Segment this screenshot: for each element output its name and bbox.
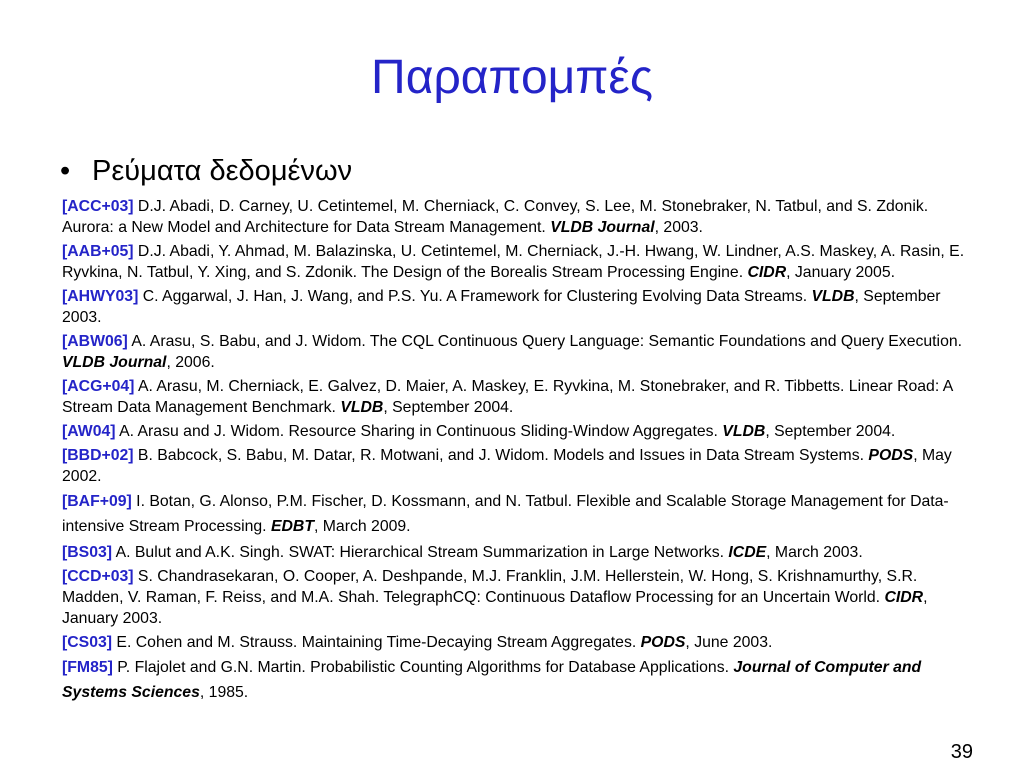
reference-text: D.J. Abadi, D. Carney, U. Cetintemel, M. Cherniack, C. Convey, S. Lee, M. Stonebraker, N. Tatbul, and S. Zdonik. Aurora: a New Model and Architecture for Data Stream Management. <box>62 198 929 236</box>
reference-venue: VLDB <box>340 399 384 416</box>
reference-venue: Journal of Computer and Systems Sciences <box>62 659 922 701</box>
reference-item <box>62 241 980 283</box>
reference-item <box>62 286 980 328</box>
reference-key: [BAF+09] <box>62 493 132 510</box>
reference-tail: , September 2004. <box>765 423 896 440</box>
reference-key: [AW04] <box>62 423 116 440</box>
reference-item <box>62 566 980 629</box>
reference-tail: , 1985. <box>199 684 249 701</box>
reference-key: [CCD+03] <box>62 568 134 585</box>
reference-item <box>62 445 980 487</box>
reference-item <box>62 632 980 653</box>
reference-venue: ICDE <box>728 544 767 561</box>
reference-venue: VLDB Journal <box>62 354 167 371</box>
reference-item <box>62 376 980 418</box>
reference-text: A. Bulut and A.K. Singh. SWAT: Hierarchical Stream Summarization in Large Networks. <box>112 544 729 561</box>
reference-key: [AHWY03] <box>62 288 139 305</box>
reference-venue: EDBT <box>270 518 314 535</box>
reference-item <box>62 196 980 238</box>
reference-venue: VLDB <box>811 288 855 305</box>
reference-key: [AAB+05] <box>62 243 134 260</box>
reference-text: P. Flajolet and G.N. Martin. Probabilistic Counting Algorithms for Database Applications. <box>112 659 734 676</box>
reference-tail: , March 2009. <box>313 518 411 535</box>
reference-tail: , May 2002. <box>62 447 952 485</box>
reference-key: [ACG+04] <box>62 378 135 395</box>
section-heading-text: Ρεύματα δεδομένων <box>92 155 353 187</box>
reference-text: B. Babcock, S. Babu, M. Datar, R. Motwani, and J. Widom. Models and Issues in Data Stream Systems. <box>133 447 869 464</box>
reference-item <box>62 542 980 563</box>
reference-text: I. Botan, G. Alonso, P.M. Fischer, D. Kossmann, and N. Tatbul. Flexible and Scalable Storage Management for Data-intensive Stream Processing. <box>62 493 949 535</box>
reference-venue: PODS <box>640 634 686 651</box>
reference-venue: CIDR <box>884 589 924 606</box>
slide-title: Παραπομπές <box>371 51 653 104</box>
reference-tail: , January 2003. <box>62 589 928 627</box>
reference-key: [BBD+02] <box>62 447 134 464</box>
reference-key: [FM85] <box>62 659 113 676</box>
reference-tail: , September 2003. <box>62 288 941 326</box>
reference-text: A. Arasu, S. Babu, and J. Widom. The CQL Continuous Query Language: Semantic Foundations and Query Execution. <box>127 333 963 350</box>
reference-venue: PODS <box>868 447 914 464</box>
reference-venue: CIDR <box>747 264 787 281</box>
reference-text: A. Arasu and J. Widom. Resource Sharing in Continuous Sliding-Window Aggregates. <box>115 423 723 440</box>
section-heading <box>60 153 352 189</box>
reference-venue: VLDB Journal <box>550 219 655 236</box>
reference-text: A. Arasu, M. Cherniack, E. Galvez, D. Maier, A. Maskey, E. Ryvkina, M. Stonebraker, and R. Tibbetts. Linear Road: A Stream Data Management Benchmark. <box>62 378 953 416</box>
reference-list <box>62 196 980 708</box>
reference-item <box>62 655 980 705</box>
reference-tail: , 2006. <box>166 354 215 371</box>
reference-key: [BS03] <box>62 544 113 561</box>
reference-text: D.J. Abadi, Y. Ahmad, M. Balazinska, U. Cetintemel, M. Cherniack, J.-H. Hwang, W. Lindner, A.S. Maskey, A. Rasin, E. Ryvkina, N. Tatbul, Y. Xing, and S. Zdonik. The Design of the Borealis Stream Processing Engine. <box>62 243 965 281</box>
reference-tail: , June 2003. <box>685 634 773 651</box>
reference-item <box>62 421 980 442</box>
reference-text: E. Cohen and M. Strauss. Maintaining Time-Decaying Stream Aggregates. <box>112 634 641 651</box>
reference-tail: , September 2004. <box>383 399 514 416</box>
reference-text: C. Aggarwal, J. Han, J. Wang, and P.S. Yu. A Framework for Clustering Evolving Data Streams. <box>138 288 812 305</box>
bullet-icon: • <box>60 155 71 187</box>
reference-key: [ACC+03] <box>62 198 134 215</box>
reference-key: [CS03] <box>62 634 113 651</box>
reference-venue: VLDB <box>722 423 766 440</box>
reference-item <box>62 489 980 539</box>
reference-tail: , 2003. <box>654 219 703 236</box>
reference-tail: , January 2005. <box>786 264 896 281</box>
reference-tail: , March 2003. <box>766 544 863 561</box>
reference-key: [ABW06] <box>62 333 128 350</box>
reference-text: S. Chandrasekaran, O. Cooper, A. Deshpande, M.J. Franklin, J.M. Hellerstein, W. Hong, S. Krishnamurthy, S.R. Madden, V. Raman, F. Reiss, and M.A. Shah. TelegraphCQ: Continuous Dataflow Processing for an Uncertain World. <box>62 568 918 606</box>
reference-item <box>62 331 980 373</box>
page-number: 39 <box>950 741 973 763</box>
